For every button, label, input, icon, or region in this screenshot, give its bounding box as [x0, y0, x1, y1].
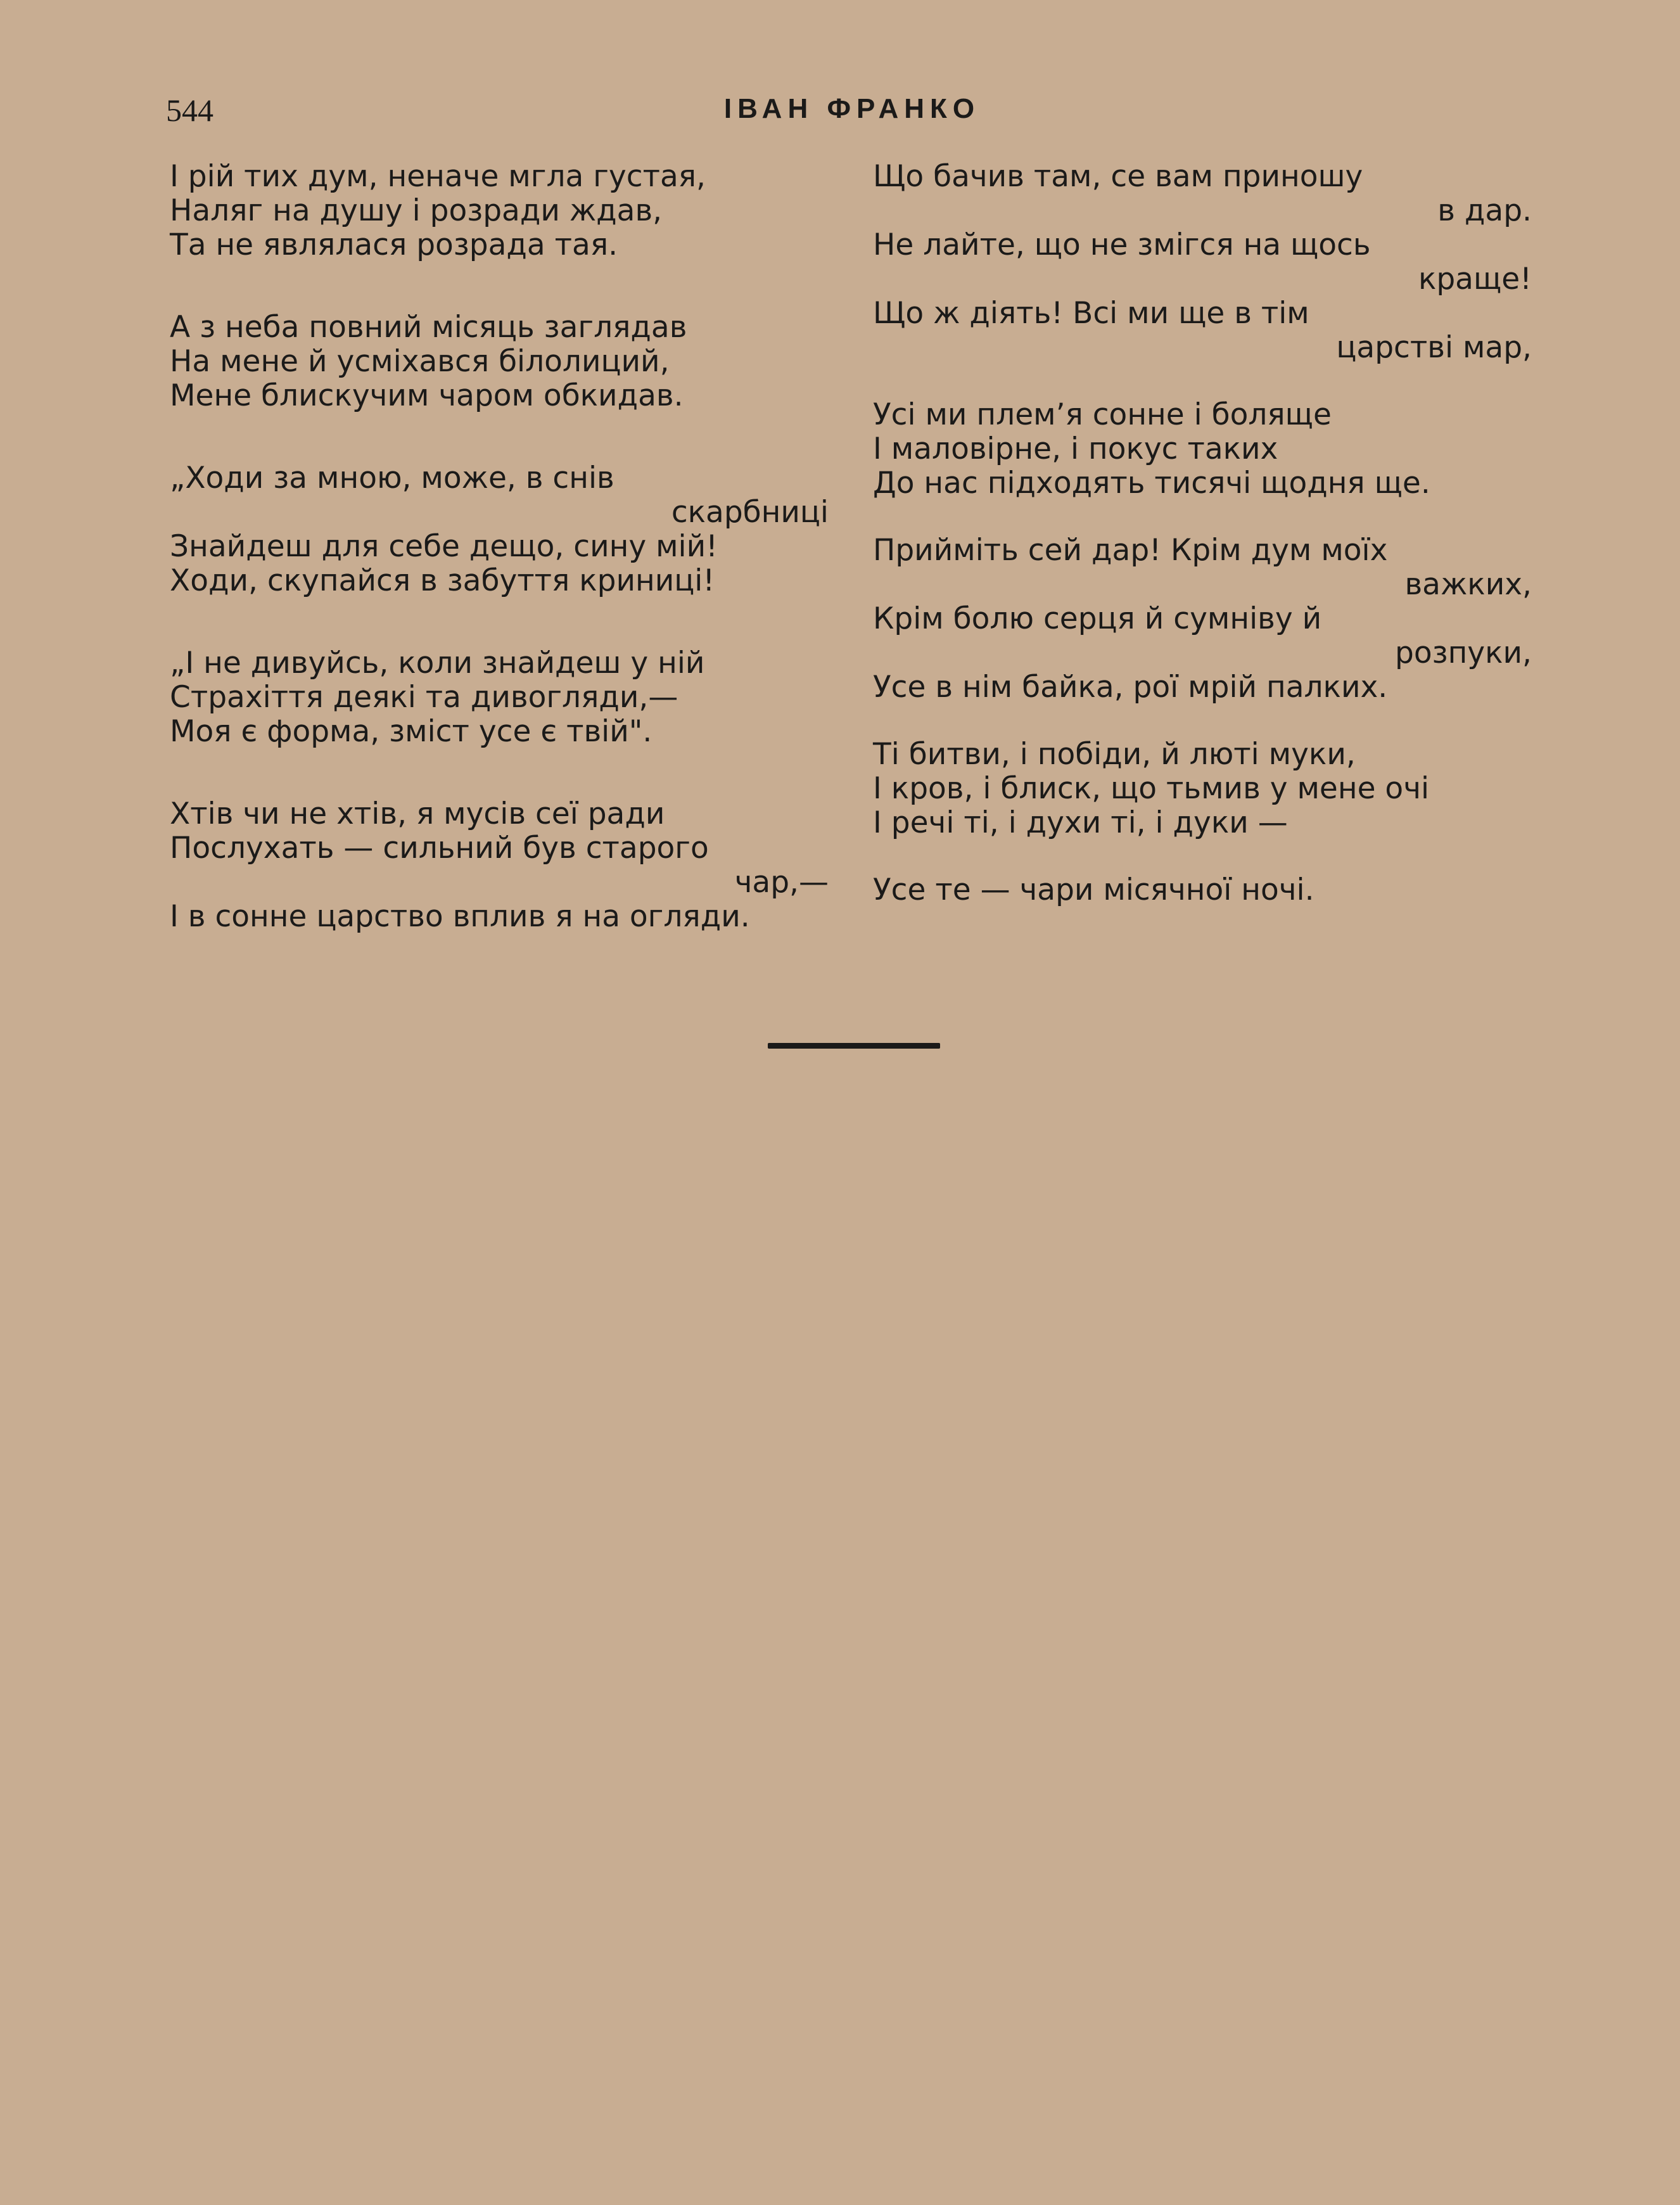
- stanza-gap: [873, 840, 1532, 873]
- verse-line: Прийміть сей дар! Крім дум моїх: [873, 533, 1388, 568]
- stanza-gap: [873, 365, 1532, 398]
- verse-line: І речі ті, і духи ті, і дуки —: [873, 805, 1288, 840]
- verse-line: Усе в нім байка, рої мрій палких.: [873, 670, 1388, 705]
- stanza: [873, 160, 1532, 365]
- verse-line-continuation: скарбниці: [671, 495, 829, 530]
- stanza: [170, 310, 829, 413]
- verse-line: І рій тих дум, неначе мгла густая,: [170, 159, 706, 194]
- verse-line: А з неба повний місяць заглядав: [170, 310, 687, 345]
- verse-line: Ходи, скупайся в забуття криниці!: [170, 563, 715, 598]
- verse-line: „І не дивуйсь, коли знайдеш у ній: [170, 646, 705, 681]
- verse-line: Що ж діять! Всі ми ще в тім: [873, 296, 1309, 331]
- stanza: [873, 534, 1532, 705]
- verse-line: Послухать — сильний був старого: [170, 831, 709, 866]
- verse-line-continuation: важких,: [1404, 567, 1532, 602]
- verse-line: Та не являлася розрада тая.: [170, 227, 618, 262]
- verse-line: Ті битви, і побіди, й люті муки,: [873, 737, 1356, 772]
- poem-column-left: [170, 160, 829, 934]
- verse-line: Крім болю серця й сумніву й: [873, 601, 1322, 636]
- verse-line: Наляг на душу і розради ждав,: [170, 193, 663, 228]
- running-head: ІВАН ФРАНКО: [723, 93, 981, 124]
- stanza: [170, 646, 829, 749]
- stanza: [873, 398, 1532, 501]
- verse-line: Що бачив там, се вам приношу: [873, 159, 1363, 194]
- verse-line-continuation: розпуки,: [1395, 636, 1532, 670]
- stanza: [170, 160, 829, 262]
- verse-line: Моя є форма, зміст усе є твій".: [170, 714, 652, 749]
- stanza-gap: [170, 262, 829, 310]
- page-number: 544: [166, 93, 213, 128]
- verse-line: Хтів чи не хтів, я мусів сеї ради: [170, 796, 665, 831]
- stanza-gap: [873, 705, 1532, 738]
- stanza-gap: [170, 413, 829, 461]
- verse-line: І кров, і блиск, що тьмив у мене очі: [873, 771, 1430, 806]
- verse-line: Мене блискучим чаром обкидав.: [170, 378, 684, 413]
- verse-line-continuation: чар,—: [734, 865, 829, 900]
- poem-column-right: [873, 160, 1532, 907]
- verse-line: „Ходи за мною, може, в снів: [170, 461, 614, 495]
- stanza-gap: [170, 749, 829, 797]
- verse-line: Усе те — чари місячної ночі.: [873, 872, 1314, 907]
- verse-line: Усі ми плем’я сонне і боляще: [873, 397, 1332, 432]
- stanza: [170, 797, 829, 934]
- verse-line: І маловірне, і покус таких: [873, 431, 1278, 466]
- stanza: [170, 461, 829, 598]
- verse-line-continuation: царстві мар,: [1336, 330, 1532, 365]
- verse-line: Знайдеш для себе дещо, сину мій!: [170, 529, 718, 564]
- stanza-gap: [170, 598, 829, 646]
- verse-line: Страхіття деякі та дивогляди,—: [170, 680, 678, 715]
- verse-line: І в сонне царство вплив я на огляди.: [170, 899, 750, 934]
- verse-line: На мене й усміхався білолиций,: [170, 344, 670, 379]
- verse-line-continuation: краще!: [1418, 262, 1532, 297]
- verse-line: До нас підходять тисячі щодня ще.: [873, 466, 1430, 501]
- stanza: [873, 738, 1532, 840]
- stanza: [873, 873, 1532, 907]
- stanza-gap: [873, 501, 1532, 534]
- verse-line: Не лайте, що не змігся на щось: [873, 227, 1371, 262]
- verse-line-continuation: в дар.: [1437, 193, 1532, 228]
- end-rule: [768, 1043, 940, 1049]
